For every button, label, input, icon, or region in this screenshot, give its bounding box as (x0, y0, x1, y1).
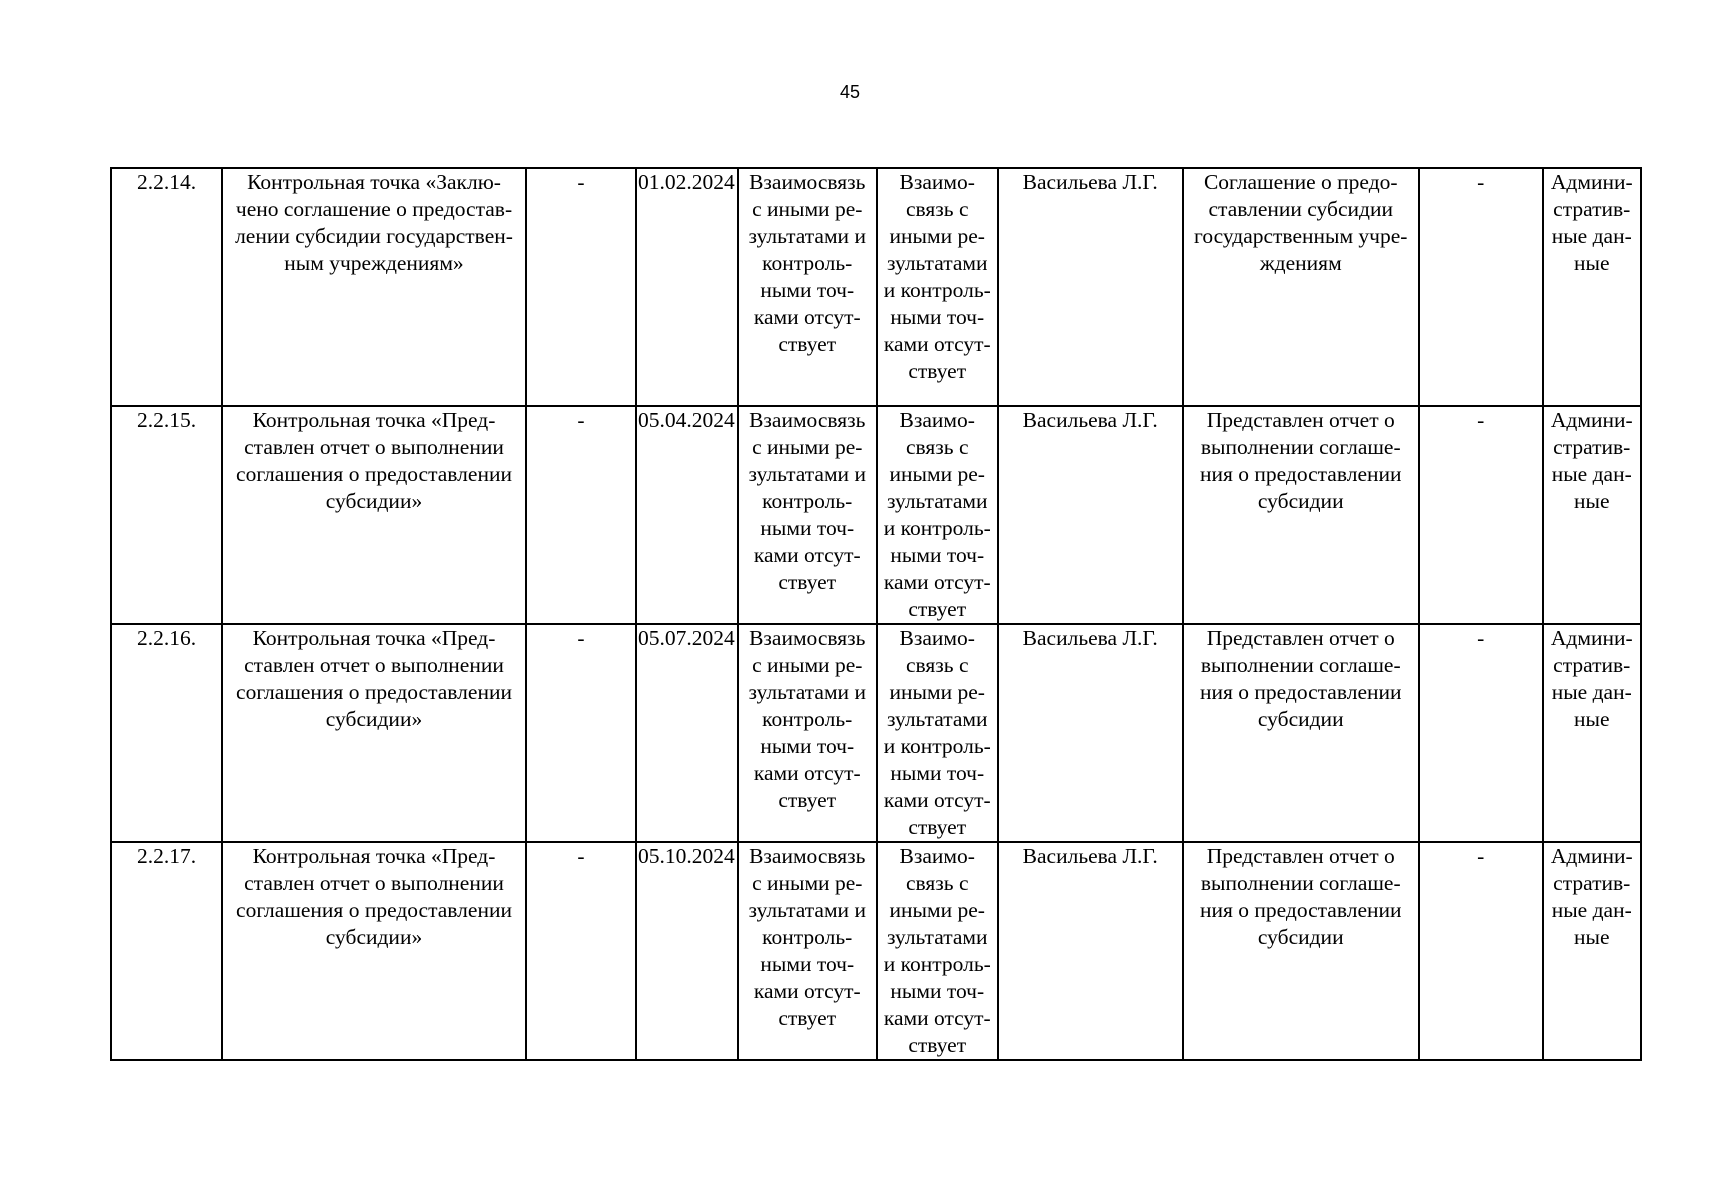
cell-text: 01.02.2024 (638, 170, 735, 194)
cell-text: 2.2.15. (136, 408, 197, 432)
cell-text: 2.2.14. (136, 170, 197, 194)
cell-line: Админи- (1550, 844, 1633, 868)
cell-line: Взаимосвязь (749, 626, 866, 650)
data-source-cell (1543, 406, 1641, 624)
cell-line: государственным учре- (1194, 224, 1408, 248)
info-system-cell (1419, 406, 1543, 624)
cell-line: с иными ре- (752, 197, 863, 221)
date-cell (636, 406, 738, 624)
cell-line: ствует (908, 1033, 967, 1057)
cell-line: ками отсут- (883, 570, 991, 594)
cell-line: Представлен отчет о (1206, 408, 1395, 432)
responsible-person-cell (998, 406, 1183, 624)
data-source-cell (1543, 842, 1641, 1060)
cell-text: 05.04.2024 (638, 408, 735, 432)
cell-line: ствует (778, 788, 837, 812)
cell-line: Взаимосвязь (749, 170, 866, 194)
info-system-cell (1419, 624, 1543, 842)
cell-text: Васильева Л.Г. (1022, 626, 1158, 650)
cell-line: ными точ- (890, 543, 985, 567)
responsible-person-cell (998, 842, 1183, 1060)
cell-line: Взаимо- (899, 408, 975, 432)
cell-line: ными точ- (890, 761, 985, 785)
cell-line: зультатами (886, 707, 988, 731)
cell-line: ные (1574, 489, 1610, 513)
link-next-cell (877, 406, 998, 624)
cell-line: ставлен отчет о выполнении (244, 871, 504, 895)
cell-text: - (1477, 170, 1485, 194)
cell-line: ствует (778, 332, 837, 356)
result-description-cell (1183, 168, 1419, 406)
cell-line: субсидии» (325, 707, 423, 731)
cell-line: Соглашение о предо- (1203, 170, 1398, 194)
link-next-cell (877, 624, 998, 842)
cell-line: соглашения о предоставлении (236, 898, 512, 922)
cell-line: стратив- (1553, 197, 1631, 221)
result-description-cell (1183, 624, 1419, 842)
cell-text: - (1477, 844, 1485, 868)
cell-line: Взаимо- (899, 170, 975, 194)
cell-line: Контрольная точка «Заклю- (247, 170, 501, 194)
row-number-cell (111, 624, 222, 842)
table-row (111, 842, 1641, 1060)
cell-line: ные (1574, 925, 1610, 949)
table-row (111, 168, 1641, 406)
cell-line: Взаимо- (899, 844, 975, 868)
cell-line: зультатами (886, 925, 988, 949)
cell-text: - (1477, 408, 1485, 432)
cell-line: ными точ- (890, 305, 985, 329)
cell-line: субсидии (1257, 925, 1344, 949)
cell-line: зультатами и (748, 462, 866, 486)
result-description-cell (1183, 842, 1419, 1060)
cell-line: выполнении соглаше- (1200, 653, 1401, 677)
cell-line: зультатами и (748, 680, 866, 704)
cell-line: ния о предоставлении (1199, 898, 1402, 922)
row-number-cell (111, 168, 222, 406)
control-points-table (110, 167, 1642, 1061)
cell-line: ставлен отчет о выполнении (244, 653, 504, 677)
cell-line: иными ре- (889, 462, 985, 486)
cell-text: 05.07.2024 (638, 626, 735, 650)
cell-line: Взаимосвязь (749, 844, 866, 868)
date-cell (636, 624, 738, 842)
link-previous-cell (738, 842, 877, 1060)
result-description-cell (1183, 406, 1419, 624)
cell-line: связь с (905, 871, 969, 895)
cell-line: зультатами (886, 489, 988, 513)
link-next-cell (877, 168, 998, 406)
cell-line: ными точ- (760, 952, 855, 976)
cell-line: ствует (778, 1006, 837, 1030)
cell-line: ные дан- (1551, 680, 1632, 704)
data-source-cell (1543, 624, 1641, 842)
cell-line: связь с (905, 435, 969, 459)
cell-line: контроль- (762, 925, 853, 949)
row-number-cell (111, 406, 222, 624)
cell-text: Васильева Л.Г. (1022, 844, 1158, 868)
date-cell (636, 842, 738, 1060)
cell-line: чено соглашение о предостав- (235, 197, 513, 221)
page-number: 45 (839, 82, 861, 102)
cell-line: лении субсидии государствен- (235, 224, 513, 248)
cell-line: контроль- (762, 489, 853, 513)
link-next-cell (877, 842, 998, 1060)
cell-line: ставлении субсидии (1208, 197, 1393, 221)
link-previous-cell (738, 624, 877, 842)
cell-line: ными точ- (760, 734, 855, 758)
cell-text: 05.10.2024 (638, 844, 735, 868)
control-point-name-cell (222, 406, 526, 624)
cell-line: зультатами (886, 251, 988, 275)
data-source-cell (1543, 168, 1641, 406)
cell-line: ствует (908, 815, 967, 839)
control-point-name-cell (222, 168, 526, 406)
cell-line: связь с (905, 653, 969, 677)
cell-text: - (1477, 626, 1485, 650)
cell-line: стратив- (1553, 871, 1631, 895)
cell-line: Админи- (1550, 170, 1633, 194)
cell-text: - (577, 170, 585, 194)
responsible-person-cell (998, 624, 1183, 842)
cell-line: и контроль- (883, 516, 991, 540)
cell-line: ными точ- (760, 278, 855, 302)
cell-line: зультатами и (748, 898, 866, 922)
cell-text: - (577, 408, 585, 432)
base-value-cell (526, 406, 636, 624)
cell-line: соглашения о предоставлении (236, 462, 512, 486)
cell-line: с иными ре- (752, 435, 863, 459)
cell-line: и контроль- (883, 278, 991, 302)
cell-line: субсидии (1257, 707, 1344, 731)
row-number-cell (111, 842, 222, 1060)
control-point-name-cell (222, 624, 526, 842)
base-value-cell (526, 168, 636, 406)
cell-text: Васильева Л.Г. (1022, 170, 1158, 194)
cell-line: иными ре- (889, 680, 985, 704)
cell-line: контроль- (762, 707, 853, 731)
table-body (111, 168, 1641, 1060)
cell-line: ные дан- (1551, 462, 1632, 486)
date-cell (636, 168, 738, 406)
cell-line: с иными ре- (752, 653, 863, 677)
cell-text: 2.2.17. (136, 844, 197, 868)
cell-line: ные дан- (1551, 224, 1632, 248)
cell-line: стратив- (1553, 653, 1631, 677)
cell-line: ставлен отчет о выполнении (244, 435, 504, 459)
cell-line: ния о предоставлении (1199, 680, 1402, 704)
cell-line: ные дан- (1551, 898, 1632, 922)
cell-line: Взаимо- (899, 626, 975, 650)
table-row (111, 406, 1641, 624)
cell-line: ждениям (1259, 251, 1342, 275)
cell-line: ные (1574, 251, 1610, 275)
cell-line: Админи- (1550, 408, 1633, 432)
link-previous-cell (738, 168, 877, 406)
cell-line: ния о предоставлении (1199, 462, 1402, 486)
cell-line: зультатами и (748, 224, 866, 248)
table-row (111, 624, 1641, 842)
cell-line: ками отсут- (753, 761, 861, 785)
cell-line: ками отсут- (753, 305, 861, 329)
cell-line: с иными ре- (752, 871, 863, 895)
cell-text: - (577, 626, 585, 650)
info-system-cell (1419, 168, 1543, 406)
cell-line: ствует (778, 570, 837, 594)
cell-line: Контрольная точка «Пред- (252, 626, 496, 650)
cell-line: и контроль- (883, 952, 991, 976)
cell-line: ками отсут- (883, 1006, 991, 1030)
cell-line: и контроль- (883, 734, 991, 758)
cell-line: субсидии» (325, 925, 423, 949)
cell-line: выполнении соглаше- (1200, 871, 1401, 895)
cell-line: субсидии (1257, 489, 1344, 513)
cell-line: иными ре- (889, 898, 985, 922)
cell-text: 2.2.16. (136, 626, 197, 650)
cell-line: стратив- (1553, 435, 1631, 459)
cell-line: выполнении соглаше- (1200, 435, 1401, 459)
cell-line: ными точ- (890, 979, 985, 1003)
cell-line: ным учреждениям» (284, 251, 464, 275)
cell-line: Контрольная точка «Пред- (252, 408, 496, 432)
cell-line: Взаимосвязь (749, 408, 866, 432)
cell-line: ствует (908, 359, 967, 383)
control-point-name-cell (222, 842, 526, 1060)
cell-line: Админи- (1550, 626, 1633, 650)
cell-line: ками отсут- (753, 543, 861, 567)
cell-line: иными ре- (889, 224, 985, 248)
cell-line: Представлен отчет о (1206, 844, 1395, 868)
cell-text: - (577, 844, 585, 868)
cell-line: Представлен отчет о (1206, 626, 1395, 650)
base-value-cell (526, 842, 636, 1060)
cell-line: ными точ- (760, 516, 855, 540)
cell-line: соглашения о предоставлении (236, 680, 512, 704)
cell-line: субсидии» (325, 489, 423, 513)
cell-line: контроль- (762, 251, 853, 275)
info-system-cell (1419, 842, 1543, 1060)
base-value-cell (526, 624, 636, 842)
cell-text: Васильева Л.Г. (1022, 408, 1158, 432)
cell-line: ные (1574, 707, 1610, 731)
link-previous-cell (738, 406, 877, 624)
responsible-person-cell (998, 168, 1183, 406)
cell-line: ствует (908, 597, 967, 621)
cell-line: ками отсут- (753, 979, 861, 1003)
cell-line: Контрольная точка «Пред- (252, 844, 496, 868)
cell-line: ками отсут- (883, 332, 991, 356)
cell-line: связь с (905, 197, 969, 221)
cell-line: ками отсут- (883, 788, 991, 812)
